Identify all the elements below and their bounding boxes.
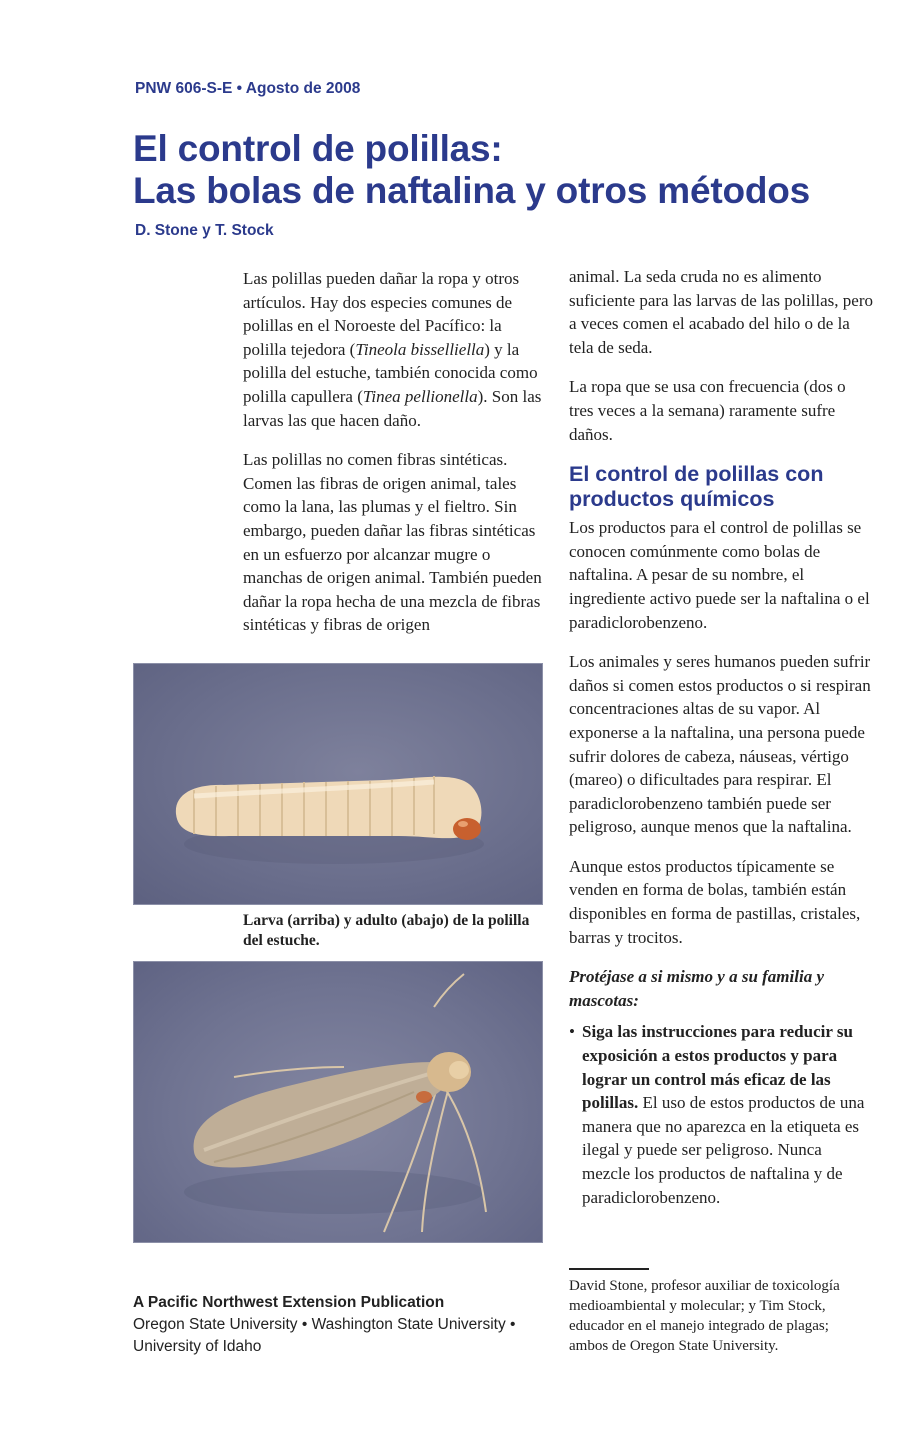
list-item bbox=[569, 1020, 874, 1209]
bullet-bold-text: Siga las instrucciones para reducir su exposición a estos productos y para lograr un control más eficaz de las polillas. bbox=[582, 1022, 853, 1113]
adult-moth-photo bbox=[133, 961, 543, 1243]
paragraph-forms: Aunque estos productos típicamente se venden en forma de bolas, también están disponibles en forma de pastillas, cristales, barras y trocitos. bbox=[569, 856, 861, 947]
footer-publication-line: A Pacific Northwest Extension Publication bbox=[133, 1294, 445, 1311]
footer bbox=[133, 1292, 553, 1358]
paragraph-products: Los productos para el control de polillas se conocen comúnmente como bolas de naftalina. A pesar de su nombre, el ingrediente activo puede ser la naftalina o el paradiclorobenzeno. bbox=[569, 518, 870, 632]
subheading-protect: Protéjase a si mismo y a su familia y mascotas: bbox=[569, 967, 824, 1010]
column-right bbox=[569, 265, 874, 1209]
larva-illustration bbox=[134, 664, 542, 904]
paragraph-fibers: Las polillas no comen fibras sintéticas. Comen las fibras de origen animal, tales como la lana, las plumas y el fieltro. Sin embargo, pueden dañar las fibras sintéticas en un esfuerzo por alcanzar mugre o manchas de origen animal. También pueden dañar la ropa hecha de una mezcla de fibras sintéticas y fibras de origen bbox=[243, 450, 542, 635]
larva-photo bbox=[133, 663, 543, 905]
bullet-text: El uso de estos productos de una manera que no aparezca en la etiqueta es ilegal y puede ser peligroso. Nunca mezcle los productos de naftalina y de paradiclorobenzeno. bbox=[582, 1093, 865, 1207]
page-title bbox=[133, 128, 893, 212]
footer-universities: Oregon State University • Washington State University • University of Idaho bbox=[133, 1316, 516, 1355]
figure-caption: Larva (arriba) y adulto (abajo) de la polilla del estuche. bbox=[243, 912, 530, 949]
author-note: David Stone, profesor auxiliar de toxicología medioambiental y molecular; y Tim Stock, educador en el manejo integrado de plagas; ambos de Oregon State University. bbox=[569, 1278, 840, 1354]
title-line-1: El control de polillas: bbox=[133, 128, 503, 169]
intro-text-a: Las polillas pueden dañar la ropa y otros artículos. Hay dos especies comunes de polillas en el Noroeste del Pacífico: la polilla tejedora ( bbox=[243, 269, 520, 359]
publication-number: PNW 606-S-E • Agosto de 2008 bbox=[135, 80, 361, 97]
intro-text-c: ). Son las larvas las que hacen daño. bbox=[243, 386, 542, 430]
title-line-2: Las bolas de naftalina y otros métodos bbox=[133, 170, 811, 211]
paragraph-dangers: Los animales y seres humanos pueden sufrir daños si comen estos productos o si respiran concentraciones altas de su vapor. Al exponerse a la naftalina, una persona puede sufrir dolores de cabeza, náuseas, vértigo (mareo) o dificultades para respirar. El paradiclorobenzeno también puede ser peligroso, aunque menos que la naftalina. bbox=[569, 652, 871, 837]
column-left bbox=[243, 267, 543, 653]
footnote-divider bbox=[569, 1268, 649, 1270]
paragraph-silk: animal. La seda cruda no es alimento suficiente para las larvas de las polillas, pero a veces comen el acabado del hilo o de la tela de seda. bbox=[569, 267, 873, 357]
instruction-list bbox=[569, 1020, 874, 1209]
bullet-symbol: • bbox=[569, 1022, 575, 1042]
authors: D. Stone y T. Stock bbox=[135, 222, 274, 239]
intro-text-b: ) y la polilla del estuche, también conocida como polilla capullera ( bbox=[243, 339, 538, 406]
moth-illustration bbox=[134, 962, 542, 1242]
species-name-1: Tineola bisselliella bbox=[355, 339, 485, 359]
paragraph-frequent-use: La ropa que se usa con frecuencia (dos o tres veces a la semana) raramente sufre daños. bbox=[569, 377, 846, 444]
section-heading: El control de polillas con productos químicos bbox=[569, 462, 824, 512]
paragraph-intro bbox=[243, 267, 543, 432]
species-name-2: Tinea pellionella bbox=[362, 386, 478, 406]
